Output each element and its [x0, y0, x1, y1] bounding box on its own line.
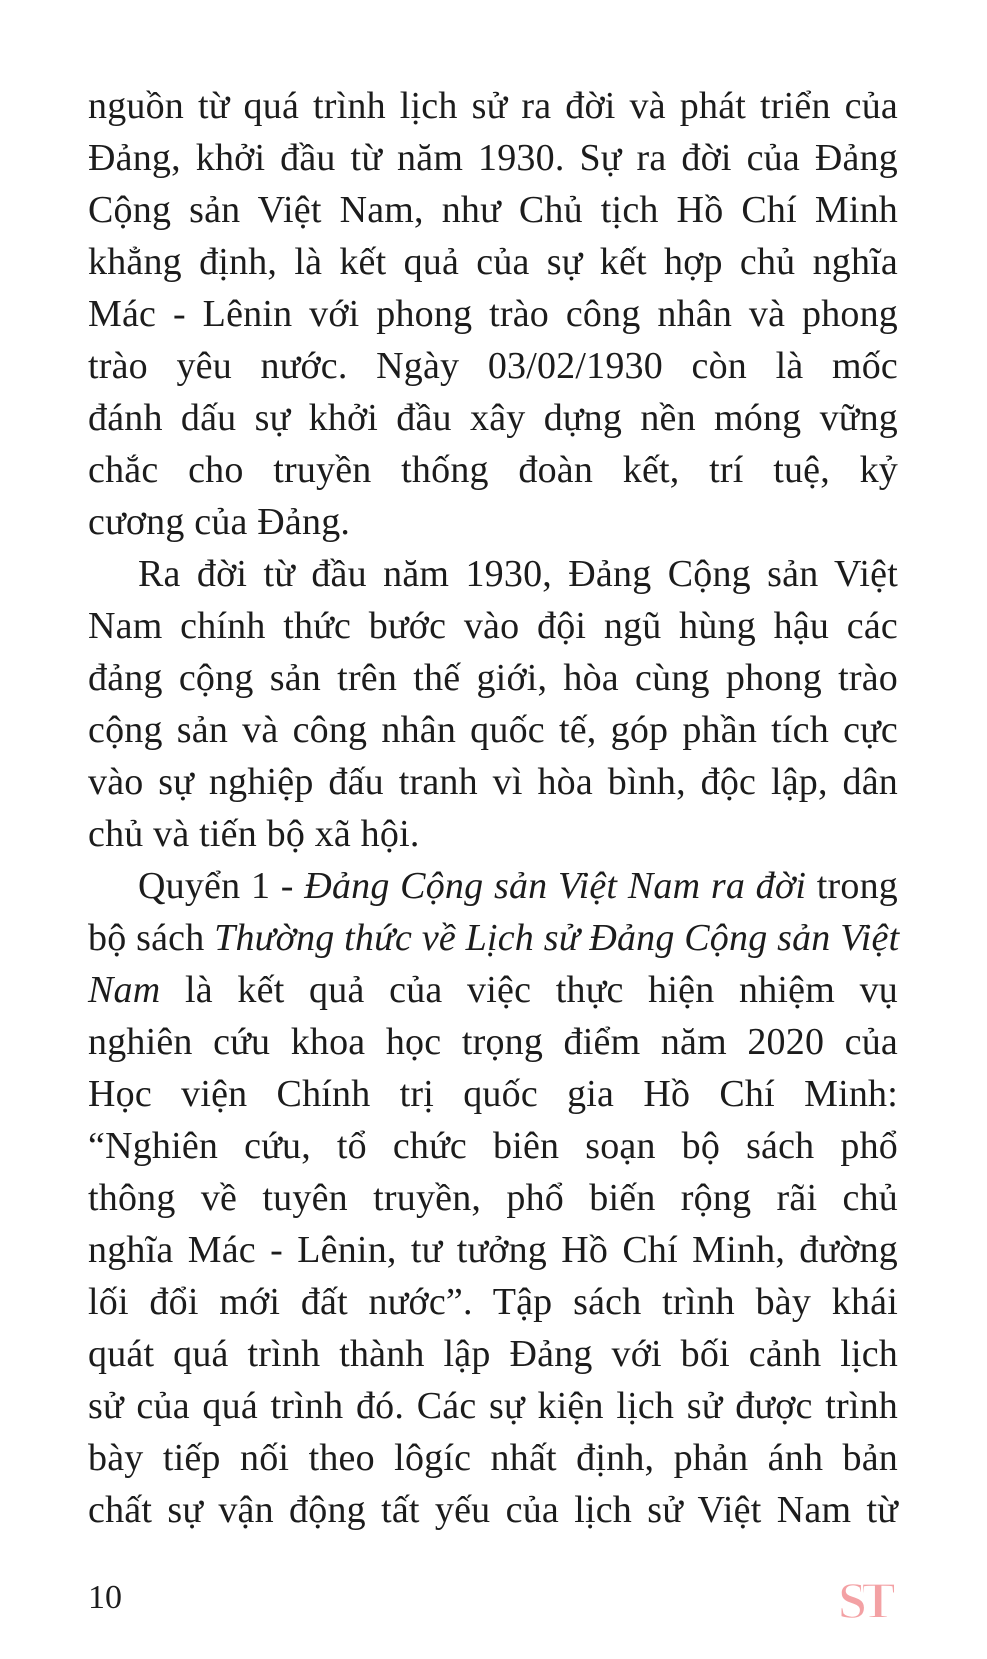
text-line: [88, 496, 898, 548]
text-line: [88, 1328, 898, 1380]
body-text: chủ và tiến bộ xã hội.: [88, 813, 420, 855]
body-text: Mác - Lênin với phong trào công nhân và phong: [88, 293, 898, 335]
body-text: khẳng định, là kết quả của sự kết hợp chủ nghĩa: [88, 241, 898, 283]
body-text: cương của Đảng.: [88, 501, 351, 543]
text-line: [88, 288, 898, 340]
body-text: quát quá trình thành lập Đảng với bối cảnh lịch: [88, 1333, 898, 1375]
text-line: [88, 392, 898, 444]
body-text: Học viện Chính trị quốc gia Hồ Chí Minh:: [88, 1073, 898, 1115]
text-line: [88, 1120, 898, 1172]
body-text: chất sự vận động tất yếu của lịch sử Việt Nam từ: [88, 1489, 898, 1531]
body-text: trong: [806, 865, 898, 907]
text-line: [88, 912, 898, 964]
body-text: bày tiếp nối theo lôgíc nhất định, phản ánh bản: [88, 1437, 898, 1479]
body-text: Đảng, khởi đầu từ năm 1930. Sự ra đời của Đảng: [88, 137, 898, 179]
text-line: [88, 340, 898, 392]
italic-title-text: Đảng Cộng sản Việt Nam ra đời: [304, 865, 807, 907]
text-line: [88, 600, 898, 652]
body-text: vào sự nghiệp đấu tranh vì hòa bình, độc lập, dân: [88, 761, 898, 803]
body-text: cộng sản và công nhân quốc tế, góp phần tích cực: [88, 709, 898, 751]
body-text: thông về tuyên truyền, phổ biến rộng rãi chủ: [88, 1177, 898, 1219]
text-line: [88, 1016, 898, 1068]
body-text: Cộng sản Việt Nam, như Chủ tịch Hồ Chí Minh: [88, 189, 898, 231]
body-text: nghiên cứu khoa học trọng điểm năm 2020 của: [88, 1021, 898, 1063]
text-line: [88, 756, 898, 808]
body-text: Ra đời từ đầu năm 1930, Đảng Cộng sản Việt: [138, 553, 898, 595]
text-line: [88, 1276, 898, 1328]
paragraph: [88, 80, 898, 548]
body-text: “Nghiên cứu, tổ chức biên soạn bộ sách phổ: [88, 1125, 898, 1167]
italic-title-text: Thường thức về Lịch sử Đảng Cộng sản Việt: [214, 917, 900, 959]
body-text: lối đổi mới đất nước”. Tập sách trình bày khái: [88, 1281, 898, 1323]
text-line: [88, 1068, 898, 1120]
page-body: [88, 80, 898, 1536]
italic-title-text: Nam: [88, 969, 161, 1011]
body-text: trào yêu nước. Ngày 03/02/1930 còn là mốc: [88, 345, 898, 387]
text-line: [88, 1172, 898, 1224]
body-text: nguồn từ quá trình lịch sử ra đời và phát triển của: [88, 85, 898, 127]
body-text: nghĩa Mác - Lênin, tư tưởng Hồ Chí Minh, đường: [88, 1229, 898, 1271]
text-line: [88, 964, 898, 1016]
paragraph: [88, 548, 898, 860]
text-line: [88, 184, 898, 236]
text-line: [88, 1224, 898, 1276]
text-line: [88, 236, 898, 288]
st-watermark-text: ST: [838, 1573, 890, 1628]
body-text: sử của quá trình đó. Các sự kiện lịch sử được trình: [88, 1385, 898, 1427]
text-line: [88, 80, 898, 132]
paragraph: [88, 860, 898, 1536]
body-text: là kết quả của việc thực hiện nhiệm vụ: [160, 969, 898, 1011]
text-line: [88, 1484, 898, 1536]
text-line: [88, 652, 898, 704]
text-line: [88, 548, 898, 600]
st-watermark-logo: [836, 1568, 900, 1628]
text-line: [88, 1432, 898, 1484]
text-line: [88, 132, 898, 184]
text-line: [88, 704, 898, 756]
text-line: [88, 444, 898, 496]
text-line: [88, 860, 898, 912]
body-text: Nam chính thức bước vào đội ngũ hùng hậu các: [88, 605, 898, 647]
body-text: chắc cho truyền thống đoàn kết, trí tuệ, kỷ: [88, 449, 898, 491]
text-line: [88, 1380, 898, 1432]
body-text: đảng cộng sản trên thế giới, hòa cùng phong trào: [88, 657, 898, 699]
body-text: bộ sách: [88, 917, 215, 959]
body-text: đánh dấu sự khởi đầu xây dựng nền móng vững: [88, 397, 898, 439]
text-line: [88, 808, 898, 860]
body-text: Quyển 1 -: [138, 865, 305, 907]
page-number: 10: [88, 1579, 122, 1616]
